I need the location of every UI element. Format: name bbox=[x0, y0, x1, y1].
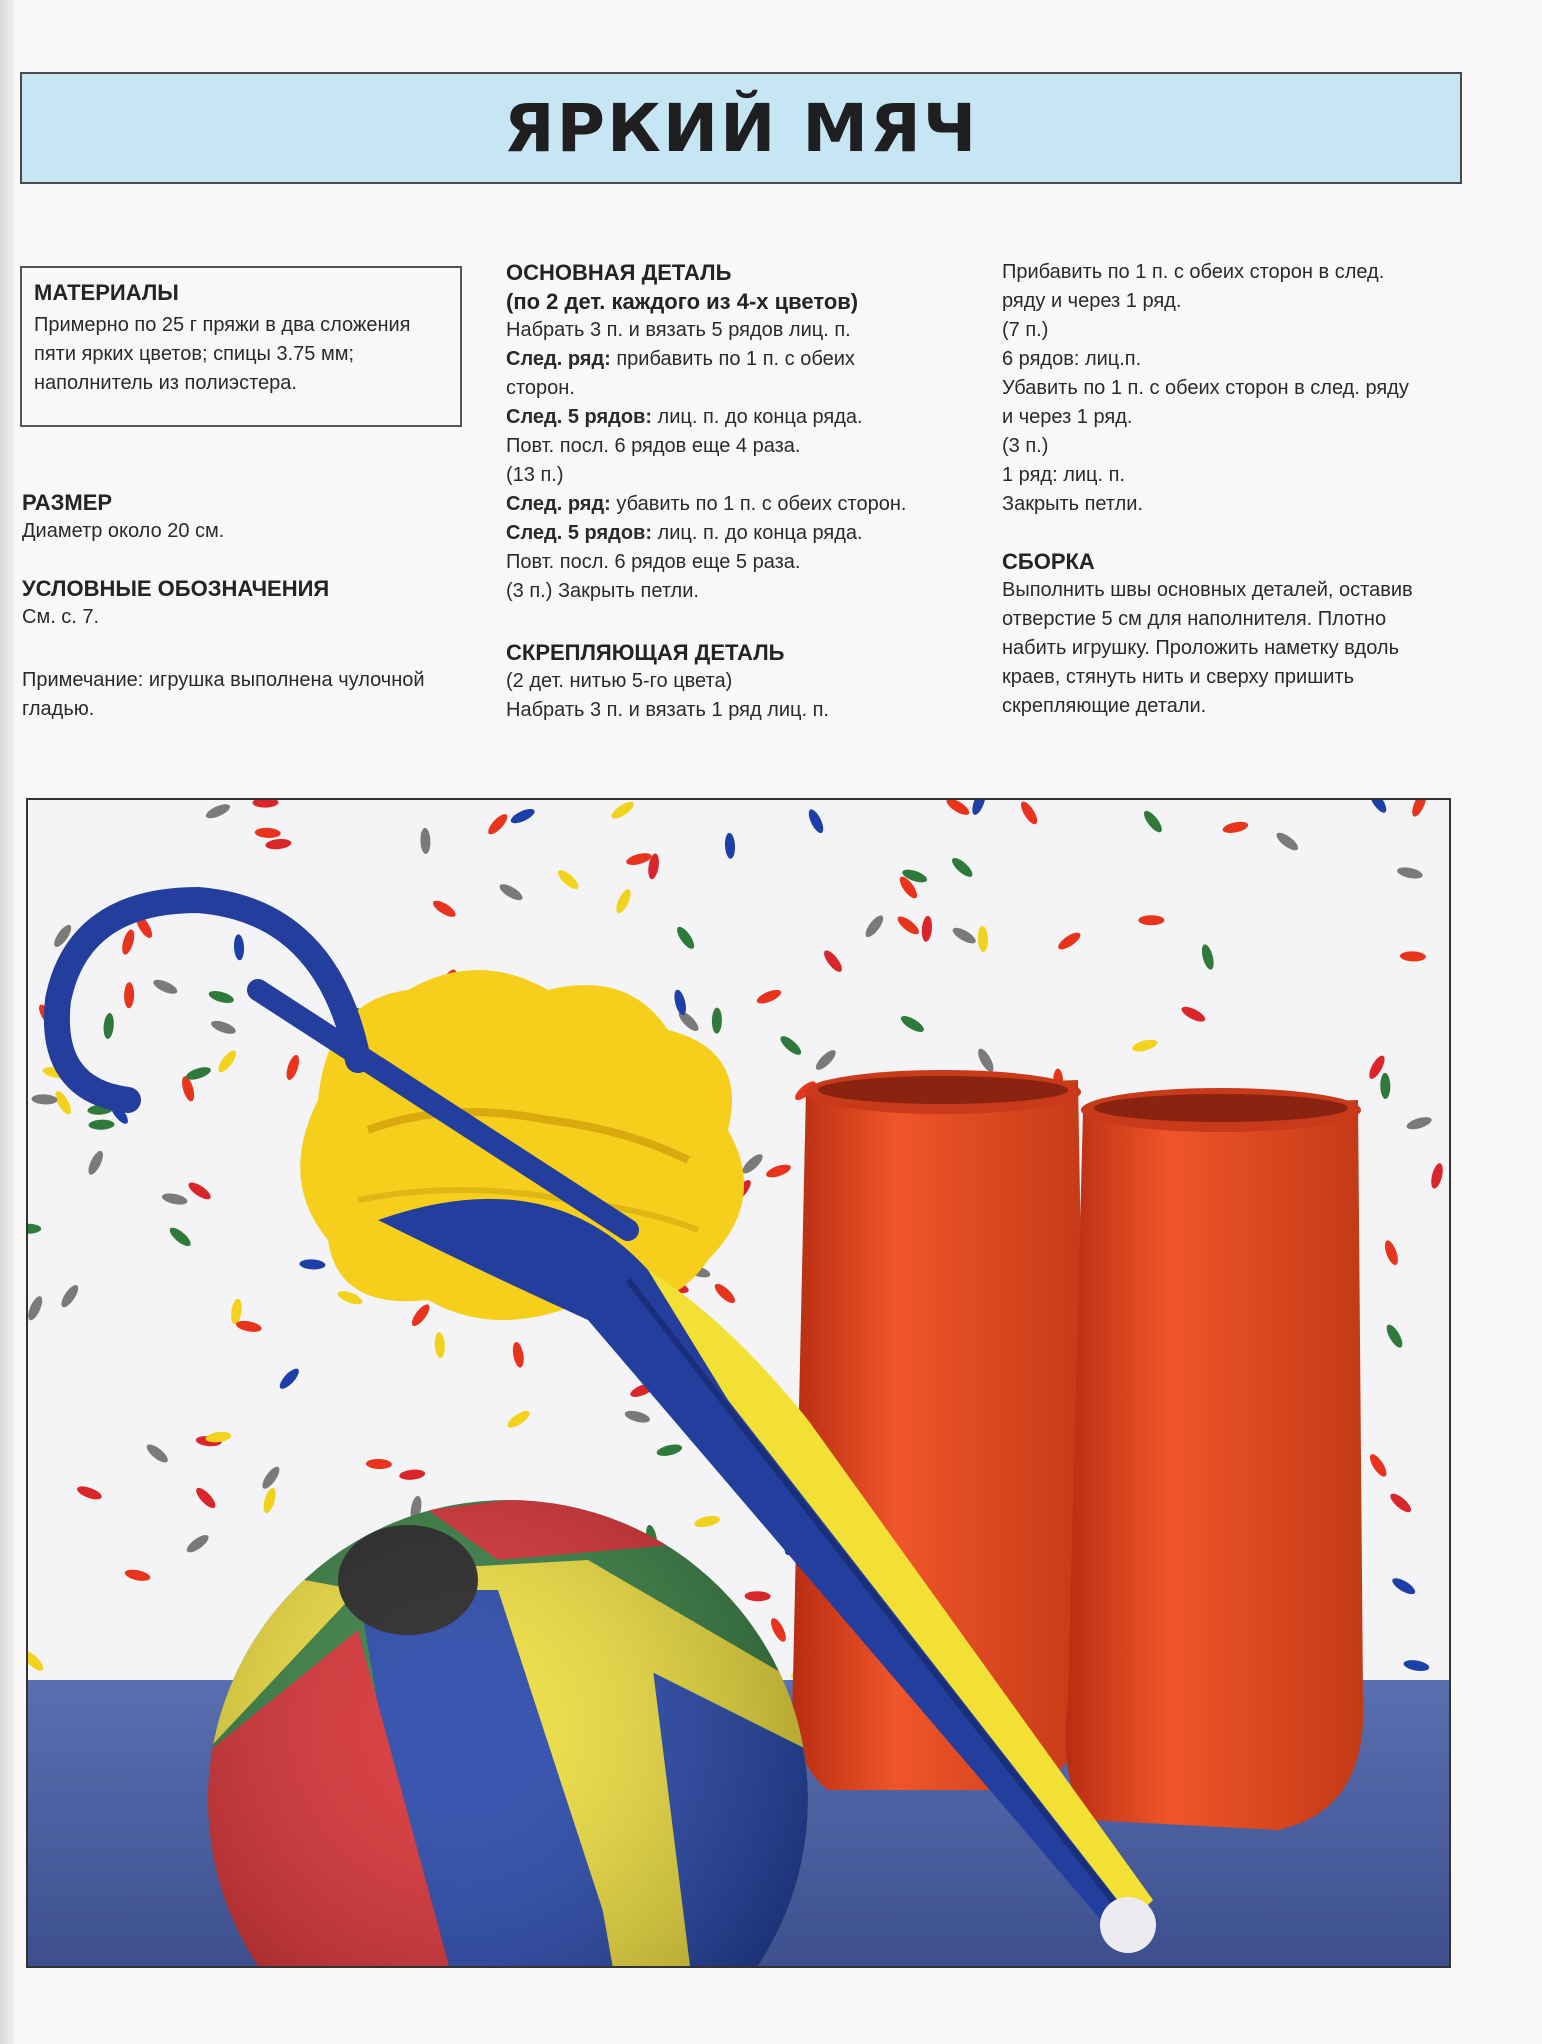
instruction-line: Повт. посл. 6 рядов еще 5 раза. bbox=[506, 551, 801, 573]
page-binding-edge bbox=[0, 0, 14, 2044]
joining-part-heading: СКРЕПЛЯЮЩАЯ ДЕТАЛЬ bbox=[506, 640, 785, 665]
row-label: След. 5 рядов: bbox=[506, 406, 652, 428]
assembly-heading: СБОРКА bbox=[1002, 549, 1095, 574]
main-part-heading: ОСНОВНАЯ ДЕТАЛЬ bbox=[506, 260, 732, 285]
row-text: убавить по 1 п. с обеих сторон. bbox=[610, 493, 907, 515]
instruction-line: Повт. посл. 6 рядов еще 4 раза. bbox=[506, 435, 801, 457]
main-part-subheading: (по 2 дет. каждого из 4-х цветов) bbox=[506, 289, 859, 314]
instruction-line: (3 п.) Закрыть петли. bbox=[506, 580, 699, 602]
instruction-line: набить игрушку. Проложить наметку вдоль bbox=[1002, 637, 1400, 659]
note-section bbox=[22, 666, 462, 724]
main-part-instructions bbox=[506, 316, 966, 606]
instruction-line: (13 п.) bbox=[506, 464, 564, 486]
continuation-section bbox=[1002, 258, 1462, 519]
photo-illustration bbox=[28, 800, 1449, 1966]
red-boots bbox=[792, 1070, 1363, 1830]
instruction-line: и через 1 ряд. bbox=[1002, 406, 1133, 428]
title-banner bbox=[20, 72, 1462, 184]
materials-box bbox=[20, 266, 462, 427]
instruction-line bbox=[506, 403, 966, 432]
left-column bbox=[22, 488, 462, 752]
instruction-line: сторон. bbox=[506, 377, 575, 399]
instruction-line: ряду и через 1 ряд. bbox=[1002, 290, 1182, 312]
middle-column bbox=[506, 258, 966, 753]
row-text: прибавить по 1 п. с обеих bbox=[610, 348, 855, 370]
row-text: лиц. п. до конца ряда. bbox=[652, 522, 863, 544]
row-text: лиц. п. до конца ряда. bbox=[652, 406, 863, 428]
symbols-text: См. с. 7. bbox=[22, 606, 100, 628]
instruction-line: Закрыть петли. bbox=[1002, 493, 1143, 515]
instruction-line bbox=[506, 519, 966, 548]
joining-part-section bbox=[506, 638, 966, 725]
main-part-section bbox=[506, 258, 966, 606]
instruction-line bbox=[506, 490, 966, 519]
materials-line: наполнитель из полиэстера. bbox=[34, 372, 297, 394]
note-line: Примечание: игрушка выполнена чулочной bbox=[22, 669, 425, 691]
materials-heading: МАТЕРИАЛЫ bbox=[34, 280, 179, 305]
instruction-line bbox=[506, 345, 966, 374]
instruction-line: отверстие 5 см для наполнителя. Плотно bbox=[1002, 608, 1387, 630]
instruction-line: краев, стянуть нить и сверху пришить bbox=[1002, 666, 1355, 688]
instruction-line: Выполнить швы основных деталей, оставив bbox=[1002, 579, 1413, 601]
symbols-section bbox=[22, 574, 462, 632]
row-label: След. ряд: bbox=[506, 493, 611, 515]
assembly-section bbox=[1002, 547, 1462, 721]
instruction-line: скрепляющие детали. bbox=[1002, 695, 1207, 717]
materials-text bbox=[34, 311, 448, 398]
row-label: След. ряд: bbox=[506, 348, 611, 370]
instruction-line: Прибавить по 1 п. с обеих сторон в след. bbox=[1002, 261, 1385, 283]
materials-line: Примерно по 25 г пряжи в два сложения bbox=[34, 314, 411, 336]
row-label: След. 5 рядов: bbox=[506, 522, 652, 544]
joining-part-instructions bbox=[506, 667, 966, 725]
size-section bbox=[22, 488, 462, 546]
materials-line: пяти ярких цветов; спицы 3.75 мм; bbox=[34, 343, 355, 365]
product-photo bbox=[26, 798, 1451, 1968]
instruction-line: (7 п.) bbox=[1002, 319, 1049, 341]
note-line: гладью. bbox=[22, 698, 95, 720]
instruction-line: (2 дет. нитью 5-го цвета) bbox=[506, 670, 733, 692]
size-text: Диаметр около 20 см. bbox=[22, 520, 225, 542]
instruction-line: Убавить по 1 п. с обеих сторон в след. ряду bbox=[1002, 377, 1409, 399]
instruction-line: 6 рядов: лиц.п. bbox=[1002, 348, 1142, 370]
size-heading: РАЗМЕР bbox=[22, 490, 113, 515]
instruction-line: 1 ряд: лиц. п. bbox=[1002, 464, 1125, 486]
instruction-line: Набрать 3 п. и вязать 5 рядов лиц. п. bbox=[506, 319, 851, 341]
right-column bbox=[1002, 258, 1462, 749]
symbols-heading: УСЛОВНЫЕ ОБОЗНАЧЕНИЯ bbox=[22, 576, 330, 601]
instruction-line: Набрать 3 п. и вязать 1 ряд лиц. п. bbox=[506, 699, 829, 721]
page-title: ЯРКИЙ МЯЧ bbox=[503, 89, 979, 167]
confetti-dot bbox=[1138, 915, 1164, 925]
assembly-instructions bbox=[1002, 576, 1462, 721]
instruction-line: (3 п.) bbox=[1002, 435, 1049, 457]
